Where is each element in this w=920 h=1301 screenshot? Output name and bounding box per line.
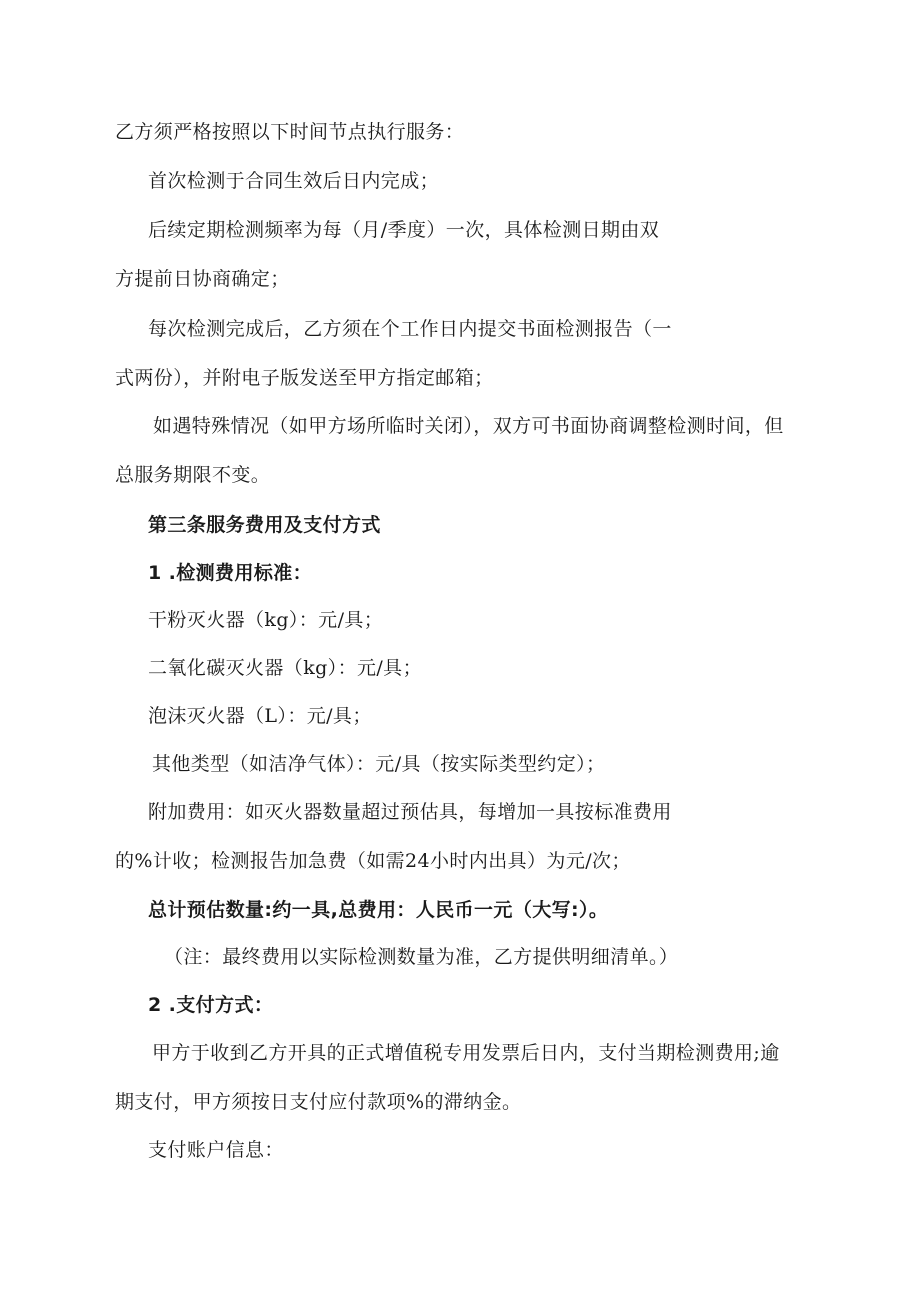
subheading-payment-method: 2 .支付方式： <box>148 994 274 1016</box>
para-report-submission: 每次检测完成后，乙方须在个工作日内提交书面检测报告（一 <box>148 318 672 340</box>
para-account-info: 支付账户信息： <box>148 1139 284 1161</box>
fee-additional-cont: 的%计收；检测报告加急费（如需24小时内出具）为元/次； <box>115 850 631 872</box>
para-periodic-frequency: 后续定期检测频率为每（月/季度）一次，具体检测日期由双 <box>148 219 660 241</box>
para-first-inspection: 首次检测于合同生效后日内完成； <box>148 170 440 192</box>
para-payment-terms-cont: 期支付，甲方须按日支付应付款项%的滞纳金。 <box>115 1091 522 1113</box>
fee-dry-powder: 干粉灭火器（kg）：元/具； <box>148 609 384 631</box>
subheading-fee-standard: 1 .检测费用标准： <box>148 562 313 584</box>
para-special-circumstances-cont: 总服务期限不变。 <box>115 464 271 486</box>
para-special-circumstances: 如遇特殊情况（如甲方场所临时关闭），双方可书面协商调整检测时间，但 <box>153 415 784 437</box>
fee-foam: 泡沫灭火器（L）：元/具； <box>148 705 372 727</box>
para-report-submission-cont: 式两份），并附电子版发送至甲方指定邮箱； <box>115 367 494 389</box>
fee-note: （注：最终费用以实际检测数量为准，乙方提供明细清单。） <box>164 946 679 968</box>
fee-additional: 附加费用：如灭火器数量超过预估具，每增加一具按标准费用 <box>148 801 672 823</box>
section-heading-article-3: 第三条服务费用及支付方式 <box>148 514 381 536</box>
para-service-schedule-intro: 乙方须严格按照以下时间节点执行服务： <box>115 121 465 143</box>
total-estimate: 总计预估数量:约一具,总费用：人民币一元（大写:）。 <box>148 899 609 921</box>
para-payment-terms: 甲方于收到乙方开具的正式增值税专用发票后日内，支付当期检测费用;逾 <box>152 1042 780 1064</box>
fee-co2: 二氧化碳灭火器（kg）：元/具； <box>148 657 422 679</box>
fee-other-types: 其他类型（如洁净气体）：元/具（按实际类型约定）； <box>152 753 606 775</box>
para-periodic-frequency-cont: 方提前日协商确定； <box>115 268 290 290</box>
